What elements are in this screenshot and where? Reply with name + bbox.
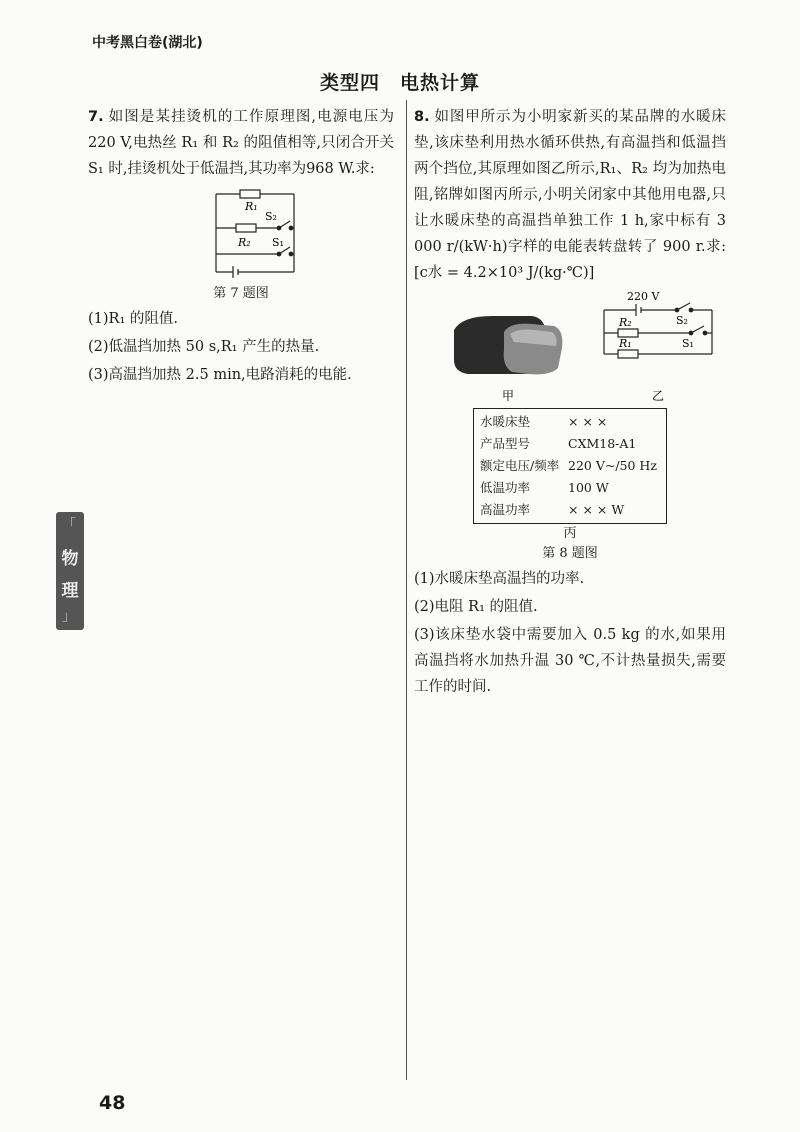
tab-char-1: 物: [61, 549, 79, 569]
q7-caption: 第 7 题图: [213, 286, 269, 301]
q8-label-jia: 甲: [502, 389, 515, 403]
q8-caption: 第 8 题图: [542, 546, 598, 561]
subject-tab: [56, 512, 84, 630]
q7-s2-label: S₂: [265, 210, 277, 223]
q7-sub-3: (3)高温挡加热 2.5 min,电路消耗的电能.: [88, 367, 352, 383]
q8-r1-label: R₁: [619, 337, 632, 350]
q7-sub-1: (1)R₁ 的阻值.: [88, 311, 178, 327]
page-number: 48: [99, 1092, 126, 1114]
q7-sub-2: (2)低温挡加热 50 s,R₁ 产生的热量.: [88, 339, 320, 355]
q8-number: 8.: [414, 109, 430, 125]
q8-r2-label: R₂: [619, 316, 632, 329]
q7-s1-label: S₁: [272, 236, 284, 249]
section-title: 类型四 电热计算: [319, 72, 480, 94]
q7-number: 7.: [88, 109, 104, 125]
spec-row: [480, 499, 660, 521]
spec-value: 100 W: [568, 480, 609, 495]
q7-circuit-diagram: [88, 188, 394, 284]
q8-label-yi: 乙: [652, 389, 665, 403]
q8-sub-3: (3)该床垫水袋中需要加入 0.5 kg 的水,如果用高温挡将水加热升温 30 ℃,不计热量损失,需要工作的时间.: [414, 627, 726, 695]
spec-row: [480, 411, 660, 433]
q8-body: 如图甲所示为小明家新买的某品牌的水暖床垫,该床垫利用热水循环供热,有高温挡和低温挡两个挡位,其原理如图乙所示,R₁、R₂ 均为加热电阻,铭牌如图丙所示,小明关闭家中其他用电器,只让水暖床垫的高温挡单独工作 1 h,家中标有 3 000 r/(kW·h)字样的电能表转盘转了 900 r.求:[c水 = 4.2×10³ J/(kg·℃)]: [414, 109, 726, 281]
q8-voltage-label: 220 V: [627, 290, 660, 303]
q8-label-bing: 丙: [563, 526, 577, 541]
q7-body: 如图是某挂烫机的工作原理图,电源电压为220 V,电热丝 R₁ 和 R₂ 的阻值相等,只闭合开关 S₁ 时,挂烫机处于低温挡,其功率为968 W.求:: [88, 109, 394, 177]
spec-row: [480, 477, 660, 499]
spec-value: × × × W: [568, 502, 625, 517]
spec-key: 高温功率: [480, 502, 531, 517]
tab-bracket-top: 「: [62, 517, 76, 533]
q8-text: [414, 104, 726, 286]
spec-key: 低温功率: [480, 480, 531, 495]
column-divider: [406, 100, 407, 1080]
spec-key: 产品型号: [480, 436, 531, 451]
tab-bracket-bottom: 」: [62, 609, 76, 625]
nameplate-table: [473, 408, 667, 524]
q7-r1-label: R₁: [245, 200, 258, 213]
question-7: [88, 104, 394, 388]
q8-s2-label: S₂: [676, 314, 688, 327]
q8-sub-2: (2)电阻 R₁ 的阻值.: [414, 599, 538, 615]
q8-s1-label: S₁: [682, 337, 694, 350]
q8-figures: [414, 290, 726, 408]
spec-row: [480, 455, 660, 477]
page-header: 中考黑白卷(湖北): [92, 35, 203, 51]
spec-row: [480, 433, 660, 455]
question-8: [414, 104, 726, 700]
spec-value: CXM18-A1: [568, 436, 637, 451]
spec-key: 水暖床垫: [480, 414, 531, 429]
mattress-image: [454, 316, 562, 374]
q7-text: [88, 104, 394, 182]
tab-char-2: 理: [61, 581, 79, 601]
spec-key: 额定电压/频率: [480, 458, 560, 473]
q8-sub-1: (1)水暖床垫高温挡的功率.: [414, 571, 585, 587]
spec-value: × × ×: [568, 414, 608, 429]
spec-value: 220 V~/50 Hz: [568, 458, 657, 473]
q7-r2-label: R₂: [238, 236, 251, 249]
